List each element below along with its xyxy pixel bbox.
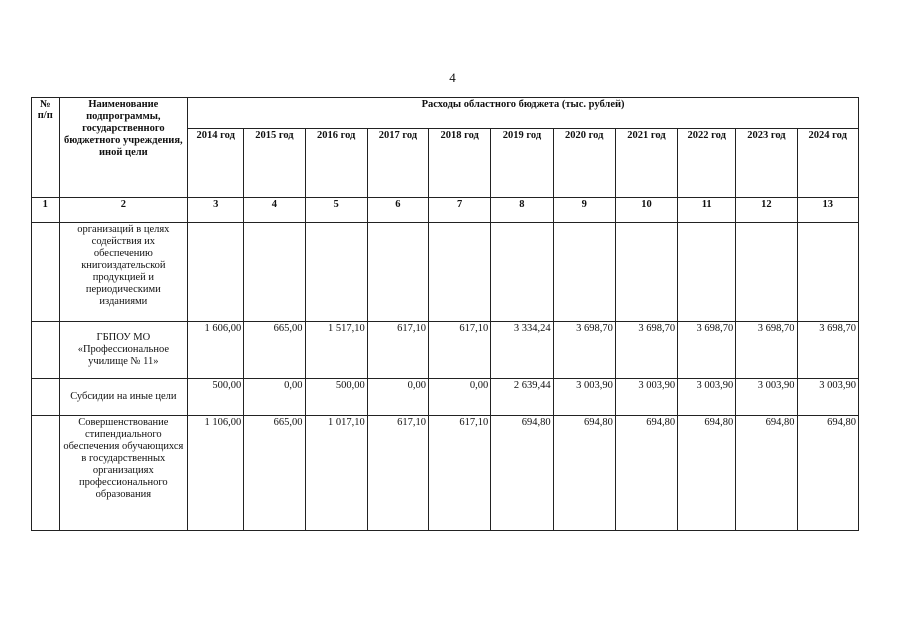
row-value: 617,10 [429,322,491,379]
header-year: 2015 год [244,129,305,198]
row-value: 694,80 [553,416,615,531]
header-year: 2021 год [615,129,677,198]
header-year: 2019 год [491,129,553,198]
header-year: 2016 год [305,129,367,198]
row-value: 2 639,44 [491,379,553,416]
row-name: Совершенствование стипендиального обеспечения обучающихся в государственных организациях профессионального образования [59,416,188,531]
table-row [32,223,859,322]
row-value [305,223,367,322]
row-value: 3 698,70 [797,322,859,379]
row-value: 1 106,00 [188,416,244,531]
row-value: 694,80 [491,416,553,531]
column-number: 10 [615,198,677,223]
column-number: 9 [553,198,615,223]
header-year: 2020 год [553,129,615,198]
row-value: 694,80 [797,416,859,531]
row-value [678,223,736,322]
column-number: 4 [244,198,305,223]
table-row [32,379,859,416]
row-value: 694,80 [678,416,736,531]
row-value: 694,80 [615,416,677,531]
row-index [32,379,60,416]
row-value: 1 606,00 [188,322,244,379]
column-number: 2 [59,198,188,223]
header-index: № п/п [32,98,60,198]
column-number: 1 [32,198,60,223]
header-year: 2022 год [678,129,736,198]
row-value [429,223,491,322]
row-value: 3 003,90 [678,379,736,416]
row-name: ГБПОУ МО «Профессиональное училище № 11» [59,322,188,379]
row-value [188,223,244,322]
table-row [32,322,859,379]
page-number: 4 [449,70,456,85]
row-value: 665,00 [244,416,305,531]
row-name: организаций в целях содействия их обеспечению книгоиздательской продукцией и периодическими изданиями [59,223,188,322]
row-value: 1 017,10 [305,416,367,531]
row-value: 617,10 [367,416,428,531]
row-value: 3 698,70 [736,322,797,379]
budget-table [31,97,859,531]
header-year: 2024 год [797,129,859,198]
row-value: 3 334,24 [491,322,553,379]
column-number: 6 [367,198,428,223]
header-group-title: Расходы областного бюджета (тыс. рублей) [188,98,859,129]
row-value: 665,00 [244,322,305,379]
column-number: 7 [429,198,491,223]
row-value: 3 698,70 [678,322,736,379]
row-value [367,223,428,322]
row-value: 0,00 [367,379,428,416]
row-index [32,416,60,531]
row-name: Субсидии на иные цели [59,379,188,416]
column-number: 11 [678,198,736,223]
header-year: 2014 год [188,129,244,198]
row-value: 500,00 [305,379,367,416]
row-value [736,223,797,322]
row-value: 500,00 [188,379,244,416]
row-value: 3 003,90 [553,379,615,416]
row-value: 3 698,70 [553,322,615,379]
column-number: 3 [188,198,244,223]
row-value: 617,10 [367,322,428,379]
row-value: 0,00 [244,379,305,416]
column-number: 5 [305,198,367,223]
row-value: 694,80 [736,416,797,531]
row-index [32,322,60,379]
column-number: 13 [797,198,859,223]
row-value [491,223,553,322]
row-value [615,223,677,322]
row-value [553,223,615,322]
row-index [32,223,60,322]
header-year: 2023 год [736,129,797,198]
row-value: 3 003,90 [736,379,797,416]
header-year: 2018 год [429,129,491,198]
row-value: 3 003,90 [615,379,677,416]
row-value: 617,10 [429,416,491,531]
row-value: 1 517,10 [305,322,367,379]
row-value [797,223,859,322]
column-number: 8 [491,198,553,223]
row-value: 3 698,70 [615,322,677,379]
column-number: 12 [736,198,797,223]
row-value: 0,00 [429,379,491,416]
header-name: Наименование подпрограммы, государственного бюджетного учреждения, иной цели [59,98,188,198]
row-value: 3 003,90 [797,379,859,416]
row-value [244,223,305,322]
header-year: 2017 год [367,129,428,198]
table-row [32,416,859,531]
